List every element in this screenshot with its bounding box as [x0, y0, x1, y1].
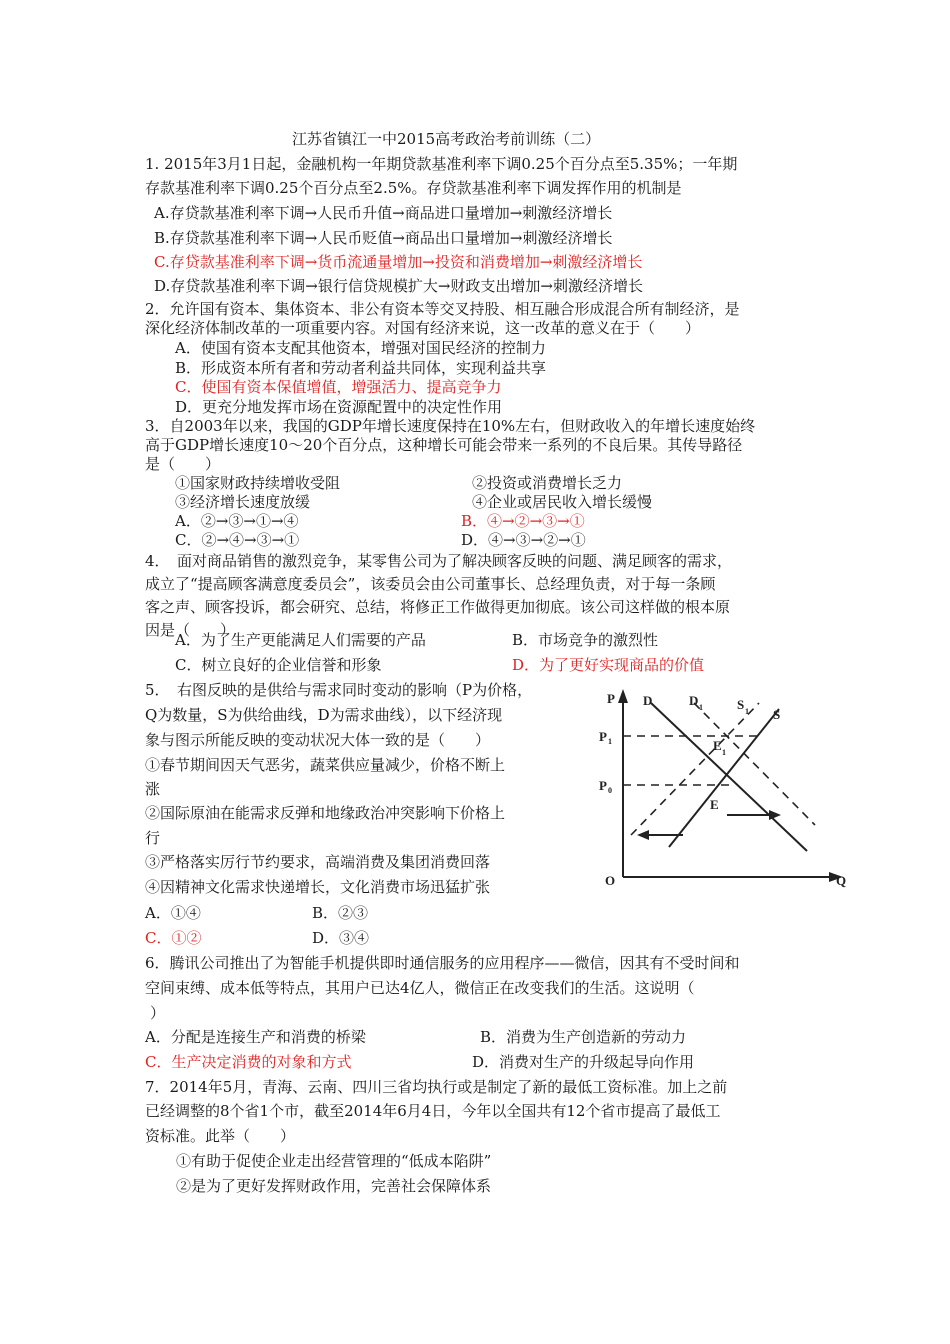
option-b: B．消费为生产创造新的劳动力 [480, 1028, 687, 1046]
e1-label: E [713, 738, 722, 753]
option-a: A．使国有资本支配其他资本，增强对国民经济的控制力 [175, 339, 546, 357]
question-stem: 空间束缚、成本低等特点，其用户已达4亿人，微信正在改变我们的生活。这说明（ [145, 979, 695, 997]
q-axis-label: Q [836, 873, 847, 888]
s1-subscript: 1 [745, 707, 749, 716]
option-d: D．④→③→②→① [461, 531, 586, 549]
option-b-answer: B．④→②→③→① [461, 512, 585, 530]
question-stem: 是（ ） [145, 455, 221, 473]
question-stem: 高于GDP增长速度10～20个百分点，这种增长可能会带来一系列的不良后果。其传导路径 [145, 436, 743, 454]
option-b: B．②③ [312, 904, 369, 922]
statement-2: ②是为了更好发挥财政作用，完善社会保障体系 [176, 1177, 492, 1195]
p0-subscript: 0 [608, 786, 612, 795]
question-stem: 5． 右图反映的是供给与需求同时变动的影响（P为价格， [145, 681, 533, 699]
question-stem: 资标准。此举（ ） [145, 1127, 296, 1145]
p-axis-label: P [607, 691, 615, 706]
statement-1: ①有助于促使企业走出经营管理的“低成本陷阱” [176, 1152, 492, 1170]
option-c-answer: C．使国有资本保值增值，增强活力、提高竞争力 [175, 378, 502, 396]
option-c-answer: C.存贷款基准利率下调→货币流通量增加→投资和消费增加→刺激经济增长 [154, 253, 643, 271]
statement-4: ④因精神文化需求快递增长，文化消费市场迅猛扩张 [145, 878, 491, 896]
statement-4: ④企业或居民收入增长缓慢 [472, 493, 653, 511]
option-a: A．分配是连接生产和消费的桥梁 [145, 1028, 366, 1046]
statement-1: ①春节期间因天气恶劣，蔬菜供应量减少，价格不断上 [145, 756, 506, 774]
option-c: C．树立良好的企业信誉和形象 [175, 656, 382, 674]
arrow-left-head [637, 830, 649, 840]
p1-label: P [599, 729, 607, 744]
arrow-right-head [769, 810, 781, 820]
option-a: A．①④ [145, 904, 201, 922]
supply-demand-graph [585, 683, 850, 895]
question-stem: 2．允许国有资本、集体资本、非公有资本等交叉持股、相互融合形成混合所有制经济，是 [145, 300, 740, 318]
p0-label: P [599, 778, 607, 793]
p-axis-arrow [618, 689, 628, 703]
question-stem: 客之声、顾客投诉，都会研究、总结，将修正工作做得更加彻底。该公司这样做的根本原 [145, 598, 731, 616]
e1-subscript: 1 [722, 748, 726, 757]
document-title: 江苏省镇江一中2015高考政治考前训练（二） [292, 130, 601, 148]
question-stem: 象与图示所能反映的变动状况大体一致的是（ ） [145, 731, 491, 749]
question-stem: 4． 面对商品销售的激烈竞争，某零售公司为了解决顾客反映的问题、满足顾客的需求， [145, 552, 733, 570]
statement-3: ③严格落实厉行节约要求，高端消费及集团消费回落 [145, 853, 491, 871]
option-b: B.存贷款基准利率下调→人民币贬值→商品出口量增加→刺激经济增长 [154, 229, 613, 247]
p1-subscript: 1 [608, 737, 612, 746]
statement-2-cont: 行 [145, 829, 161, 847]
option-d-answer: D．为了更好实现商品的价值 [512, 656, 705, 674]
question-stem: 7．2014年5月，青海、云南、四川三省均执行或是制定了新的最低工资标准。加上之前 [145, 1078, 728, 1096]
statement-3: ③经济增长速度放缓 [175, 493, 311, 511]
demand-curve-d [651, 703, 807, 851]
question-stem: 深化经济体制改革的一项重要内容。对国有经济来说，这一改革的意义在于（ ） [145, 319, 701, 337]
question-stem: ） [150, 1004, 166, 1022]
option-d: D.存贷款基准利率下调→银行信贷规模扩大→财政支出增加→刺激经济增长 [154, 277, 643, 295]
option-c: C．②→④→③→① [175, 531, 300, 549]
question-stem: 存款基准利率下调0.25个百分点至2.5%。存贷款基准利率下调发挥作用的机制是 [145, 179, 682, 197]
statement-1-cont: 涨 [145, 780, 161, 798]
supply-curve-s [669, 709, 779, 847]
option-c-answer: C．生产决定消费的对象和方式 [145, 1053, 352, 1071]
option-a: A.存贷款基准利率下调→人民币升值→商品进口量增加→刺激经济增长 [154, 204, 613, 222]
option-a: A．②→③→①→④ [175, 512, 299, 530]
question-stem: 成立了“提高顾客满意度委员会”，该委员会由公司董事长、总经理负责，对于每一条顾 [145, 575, 716, 593]
option-d: D．③④ [312, 929, 370, 947]
e-label: E [710, 797, 719, 812]
s1-label: S [737, 697, 745, 712]
question-stem: 因是（ ） [145, 621, 236, 639]
option-b: B．形成资本所有者和劳动者利益共同体，实现利益共享 [175, 359, 547, 377]
question-stem: 3．自2003年以来，我国的GDP年增长速度保持在10%左右，但财政收入的年增长速度始终 [145, 417, 756, 435]
option-a: A．为了生产更能满足人们需要的产品 [175, 631, 426, 649]
question-stem: 6．腾讯公司推出了为智能手机提供即时通信服务的应用程序——微信，因其有不受时间和 [145, 954, 740, 972]
question-stem: 已经调整的8个省1个市，截至2014年6月4日，今年以全国共有12个省市提高了最低工 [145, 1102, 721, 1120]
statement-2: ②国际原油在能需求反弹和地缘政治冲突影响下价格上 [145, 804, 506, 822]
statement-1: ①国家财政持续增收受阻 [175, 474, 341, 492]
question-stem: Q为数量，S为供给曲线，D为需求曲线），以下经济现 [145, 706, 503, 724]
d1-label: D [689, 693, 699, 708]
option-d: D．消费对生产的升级起导向作用 [472, 1053, 695, 1071]
d-label: D [643, 693, 653, 708]
statement-2: ②投资或消费增长乏力 [472, 474, 623, 492]
option-b: B．市场竞争的激烈性 [512, 631, 659, 649]
s-label: S [773, 707, 781, 722]
d1-subscript: 1 [699, 703, 703, 712]
option-d: D．更充分地发挥市场在资源配置中的决定性作用 [175, 398, 503, 416]
option-c-answer: C．①② [145, 929, 202, 947]
origin-label: O [605, 873, 616, 888]
question-stem: 1. 2015年3月1日起，金融机构一年期贷款基准利率下调0.25个百分点至5.35%；一年期 [145, 155, 738, 173]
